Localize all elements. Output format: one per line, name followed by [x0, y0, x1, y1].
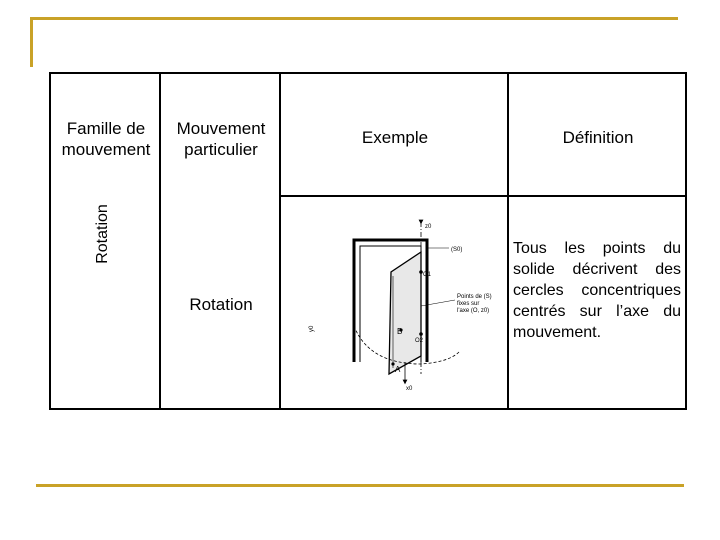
motion-table — [49, 72, 687, 410]
label-x0: x0 — [406, 386, 413, 392]
label-a: A — [395, 365, 401, 374]
header-definition: Définition — [562, 128, 634, 147]
label-s0: (S0) — [451, 247, 463, 253]
column-divider — [507, 74, 509, 408]
label-o2: O2 — [415, 338, 424, 344]
header-exemple: Exemple — [361, 128, 429, 147]
label-b: B — [397, 327, 403, 336]
label-axis-note-2: fixes sur — [457, 301, 480, 307]
header-famille: Famille de mouvement — [61, 119, 151, 159]
decorative-rule-top — [30, 17, 678, 20]
header-mouvement: Mouvement particulier — [176, 119, 266, 159]
decorative-rule-bottom — [36, 484, 684, 487]
decorative-rule-left — [30, 17, 33, 67]
label-y0: y0 — [309, 325, 315, 332]
famille-rotation-label: Rotation — [94, 204, 111, 264]
label-z0: z0 — [425, 224, 432, 230]
label-o1: O1 — [423, 272, 432, 278]
definition-text: Tous les points du solide décrivent des cercles concentriques centrés sur l’axe du mouvement. — [513, 240, 681, 341]
mouvement-rotation-cell: Rotation — [189, 295, 253, 314]
door-rotation-diagram — [309, 214, 499, 392]
label-axis-note-3: l'axe (O, z0) — [457, 308, 490, 314]
label-axis-note-1: Points de (S) — [457, 294, 492, 300]
row-divider — [281, 195, 685, 197]
door-rotation-figure — [309, 214, 499, 392]
